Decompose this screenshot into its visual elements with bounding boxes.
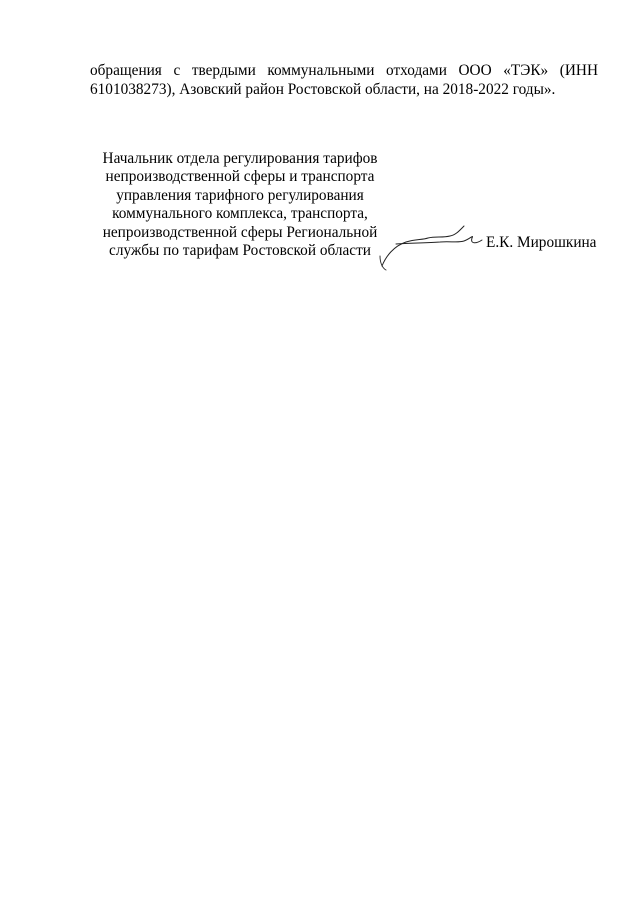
title-line-2: непроизводственной сферы и транспорта	[105, 168, 375, 186]
signatory-name: Е.К. Мирошкина	[486, 234, 597, 251]
paragraph-line-1: обращения с твердыми коммунальными отходами ООО «ТЭК» (ИНН	[90, 62, 598, 79]
title-line-3: управления тарифного регулирования	[116, 186, 364, 204]
title-line-5: непроизводственной сферы Региональной	[102, 223, 378, 241]
handwritten-signature	[376, 216, 486, 274]
title-line-1: Начальник отдела регулирования тарифов	[102, 150, 378, 167]
title-line-4: коммунального комплекса, транспорта,	[112, 205, 368, 223]
paragraph-line-2: 6101038273), Азовский район Ростовской области, на 2018-2022 годы».	[90, 81, 556, 98]
signatory-title	[86, 150, 394, 260]
closing-paragraph	[90, 61, 598, 99]
title-line-6: службы по тарифам Ростовской области	[109, 242, 371, 260]
